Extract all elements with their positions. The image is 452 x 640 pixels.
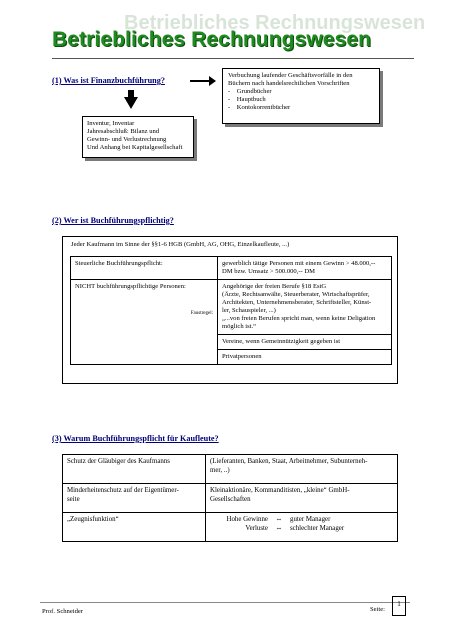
- definition-line: Verbuchung laufender Geschäftsvorfälle in den: [228, 72, 353, 79]
- table-cell-value: [206, 513, 398, 542]
- result-line: Und Anhang bei Kapitalgesellschaft: [87, 144, 183, 151]
- result-box: [82, 116, 194, 158]
- result-line: Inventur, Inventar: [87, 120, 135, 127]
- page-title: Betriebliches Rechnungswesen: [52, 28, 372, 51]
- definition-line: - Kontokorrentbücher: [228, 104, 291, 111]
- right-arrow-icon: [190, 80, 210, 82]
- table-cell-label: Schutz der Gläubiger des Kaufmanns: [63, 455, 206, 484]
- table-cell-label: NICHT buchführungspflichtige Personen: Faustregel:: [71, 280, 218, 365]
- page-number: 1: [397, 600, 401, 608]
- title-divider: [52, 58, 414, 59]
- footer-author: Prof. Schneider: [42, 608, 84, 615]
- table-cell-value: (Lieferanten, Banken, Staat, Arbeitnehmer, Subunterneh- mer, ..): [206, 455, 398, 484]
- table-row: [71, 280, 392, 335]
- rule-of-thumb-label: Faustregel:: [190, 311, 213, 316]
- table-row: [71, 257, 392, 280]
- liability-table: [70, 256, 392, 365]
- double-arrow-icon: ⇔: [275, 516, 283, 523]
- double-arrow-icon: ⇔: [275, 524, 283, 532]
- section2-intro: Jeder Kaufmann im Sinne der §§1-6 HGB (GmbH, AG, OHG, Einzelkaufleute, ...): [71, 241, 290, 248]
- table-row: [63, 484, 398, 513]
- table-row: [63, 455, 398, 484]
- title-shadow: Betriebliches Rechnungswesen: [124, 12, 426, 34]
- section1-heading: (1) Was ist Finanzbuchführung?: [52, 76, 165, 85]
- table-cell-label: Minderheitenschutz auf der Eigentümer- seite: [63, 484, 206, 513]
- page-number-box: [392, 596, 406, 616]
- result-line: Gewinn- und Verlustrechnung: [87, 136, 167, 143]
- definition-box: [222, 68, 380, 124]
- table-cell-value: Kleinaktionäre, Kommanditisten, „kleine“ GmbH- Gesellschaften: [206, 484, 398, 513]
- result-line: Jahresabschluß: Bilanz und: [87, 128, 160, 135]
- table-cell-label: „Zeugnisfunktion“: [63, 513, 206, 542]
- table-cell-value: Angehörige der freien Berufe §18 EstG (Ärzte, Rechtsanwälte, Steuerberater, Wirtschaftsprüfer, Architekten, Unternehmensberater, Schriftsteller, Künst- ler, Schauspieler, ...) „...von freien Berufen spricht man, wenn keine Deligation möglich ist.“: [218, 280, 392, 335]
- footer-divider: [40, 602, 410, 603]
- table-cell-value: gewerblich tätige Personen mit einem Gewinn > 48.000,-- DM bzw. Umsatz > 500.000,-- DM: [218, 257, 392, 280]
- definition-line: Büchern nach handelsrechtlichen Vorschriften: [228, 80, 350, 87]
- pair-row: Verluste ⇔ schlechter Manager: [245, 524, 345, 532]
- down-arrow-icon: [124, 97, 138, 109]
- definition-line: - Hauptbuch: [228, 96, 266, 103]
- title-area: [52, 12, 426, 58]
- footer-page-label: Seite:: [370, 606, 386, 613]
- section2-heading: (2) Wer ist Buchführungspflichtig?: [52, 216, 174, 225]
- table-cell-value: Privatpersonen: [218, 350, 392, 365]
- table-cell-value: Vereine, wenn Gemeinnützigkeit gegeben ist: [218, 335, 392, 350]
- pair-row: Hohe Gewinne ⇔ guter Manager: [226, 516, 331, 523]
- table-cell-label: Steuerliche Buchführungspflicht:: [71, 257, 218, 280]
- definition-line: - Grundbücher: [228, 88, 272, 95]
- table-row: [63, 513, 398, 542]
- section3-heading: (3) Warum Buchführungspflicht für Kaufleute?: [52, 434, 219, 443]
- reasons-table: [62, 454, 398, 542]
